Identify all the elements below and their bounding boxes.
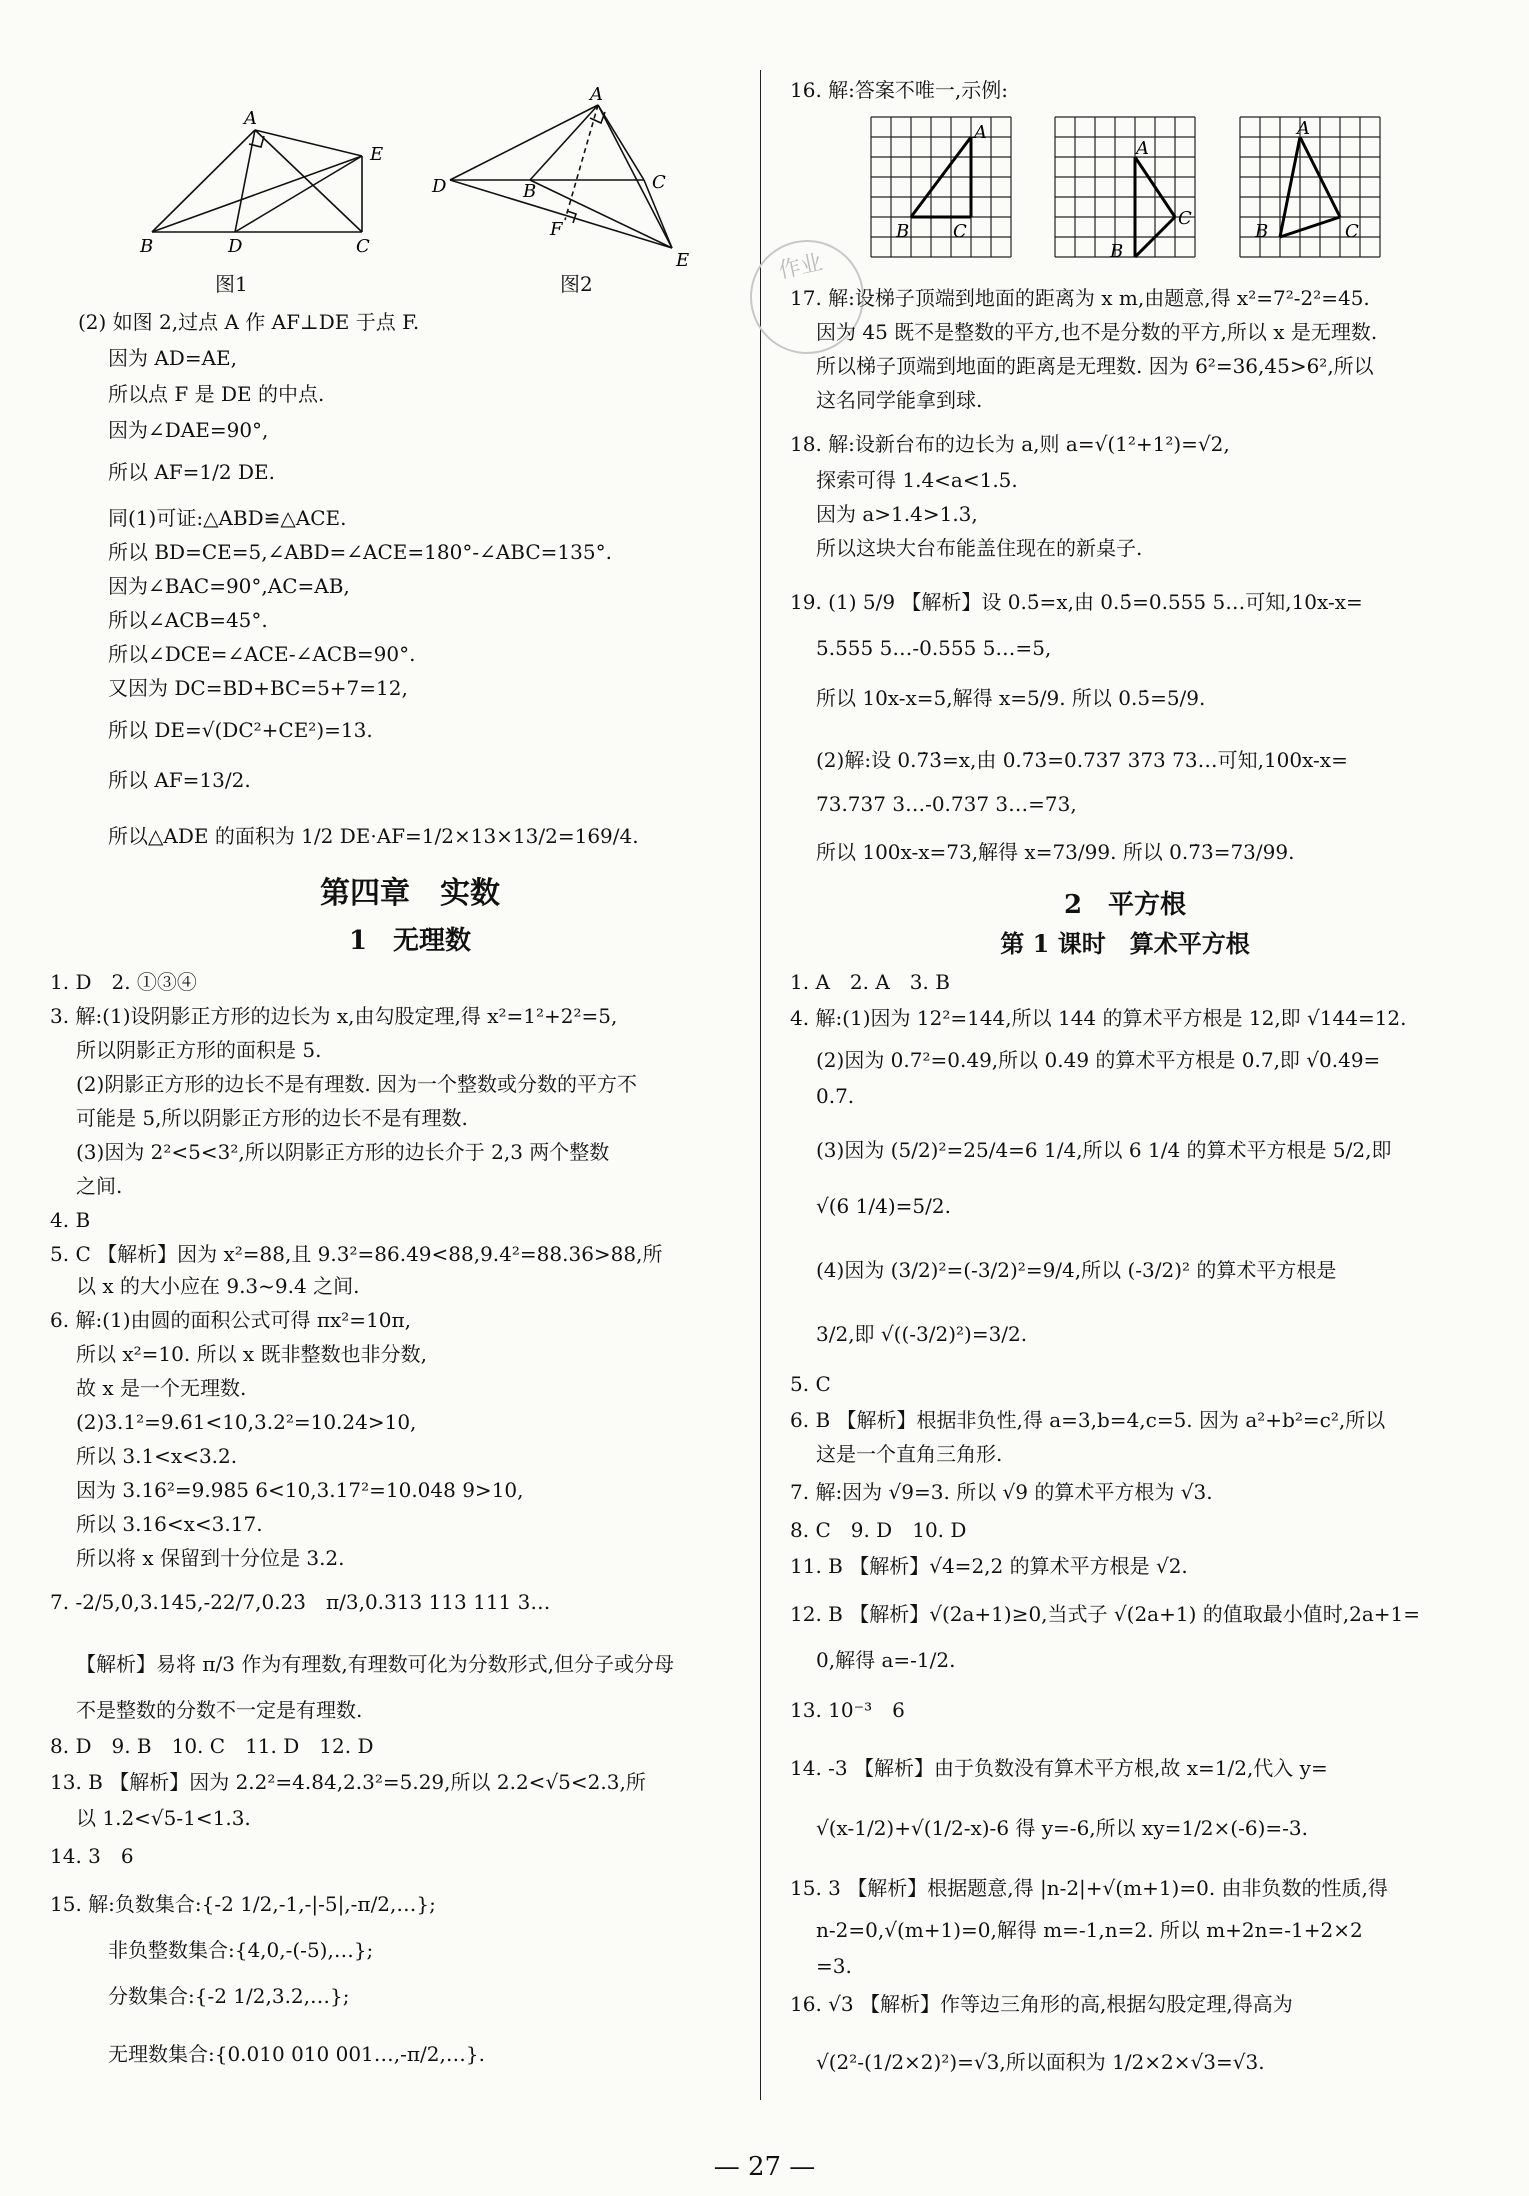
fig1-label-A: A bbox=[244, 108, 257, 129]
answer-line: 0,解得 a=-1/2. bbox=[816, 1648, 956, 1672]
solution-line: 因为∠BAC=90°,AC=AB, bbox=[108, 574, 350, 598]
grid1-label-C: C bbox=[953, 221, 967, 242]
solution-line: 所以△ADE 的面积为 1/2 DE·AF=1/2×13×13/2=169/4. bbox=[108, 824, 639, 848]
grid-figure-2 bbox=[1050, 112, 1200, 272]
fig2-label-A: A bbox=[590, 84, 603, 105]
answer-line: 这名同学能拿到球. bbox=[816, 388, 983, 412]
figure-1-caption: 图1 bbox=[215, 272, 248, 296]
fig2-label-C: C bbox=[652, 172, 666, 193]
answer-line: √(x-1/2)+√(1/2-x)-6 得 y=-6,所以 xy=1/2×(-6)=-3. bbox=[816, 1816, 1308, 1840]
answer-line: 4. B bbox=[50, 1208, 91, 1232]
answer-line: 所以 100x-x=73,解得 x=73/99. 所以 0.7̇3̇=73/99. bbox=[816, 840, 1295, 864]
answer-line: 非负整数集合:{4,0,-(-5),…}; bbox=[108, 1938, 374, 1962]
fig1-label-E: E bbox=[370, 144, 384, 165]
fig1-label-D: D bbox=[228, 236, 243, 257]
answer-line: 1. D 2. ①③④ bbox=[50, 970, 197, 994]
grid-figure-1 bbox=[866, 112, 1016, 272]
answer-line: 以 1.2<√5-1<1.3. bbox=[76, 1806, 251, 1830]
answer-line: 1. A 2. A 3. B bbox=[790, 970, 950, 994]
answer-line: 探索可得 1.4<a<1.5. bbox=[816, 468, 1018, 492]
answer-line: 分数集合:{-2 1/2,3.2,…}; bbox=[108, 1984, 350, 2008]
section-title: 1 无理数 bbox=[348, 926, 472, 956]
answer-line: 所以 x²=10. 所以 x 既非整数也非分数, bbox=[76, 1342, 427, 1366]
figure-1 bbox=[130, 100, 410, 265]
answer-line: 可能是 5,所以阴影正方形的边长不是有理数. bbox=[76, 1106, 468, 1130]
answer-line: 4. 解:(1)因为 12²=144,所以 144 的算术平方根是 12,即 √144=12. bbox=[790, 1006, 1407, 1030]
fig2-label-E: E bbox=[676, 250, 690, 271]
solution-line: 又因为 DC=BD+BC=5+7=12, bbox=[108, 676, 408, 700]
answer-line: 16. √3 【解析】作等边三角形的高,根据勾股定理,得高为 bbox=[790, 1992, 1293, 2016]
answer-line: 因为 3.16²=9.985 6<10,3.17²=10.048 9>10, bbox=[76, 1478, 524, 1502]
fig1-label-C: C bbox=[356, 236, 370, 257]
answer-line: (2)阴影正方形的边长不是有理数. 因为一个整数或分数的平方不 bbox=[76, 1072, 638, 1096]
figure-2-caption: 图2 bbox=[560, 272, 593, 296]
answer-line: 3. 解:(1)设阴影正方形的边长为 x,由勾股定理,得 x²=1²+2²=5, bbox=[50, 1004, 618, 1028]
answer-line: 所以 10x-x=5,解得 x=5/9. 所以 0.5̇=5/9. bbox=[816, 686, 1206, 710]
answer-line: (2)解:设 0.7̇3̇=x,由 0.7̇3̇=0.737 373 73…可知,100x-x= bbox=[816, 748, 1348, 772]
figure-2 bbox=[430, 80, 750, 275]
answer-line: =3. bbox=[816, 1954, 852, 1978]
answer-line: 所以梯子顶端到地面的距离是无理数. 因为 6²=36,45>6²,所以 bbox=[816, 354, 1374, 378]
answer-line: 以 x 的大小应在 9.3~9.4 之间. bbox=[76, 1274, 360, 1298]
answer-line: √(6 1/4)=5/2. bbox=[816, 1194, 951, 1218]
answer-line: 7. 解:因为 √9=3. 所以 √9 的算术平方根为 √3. bbox=[790, 1480, 1213, 1504]
page-number: — 27 — bbox=[713, 2152, 816, 2182]
answer-line: 15. 3 【解析】根据题意,得 |n-2|+√(m+1)=0. 由非负数的性质,得 bbox=[790, 1876, 1388, 1900]
grid-figure-3 bbox=[1235, 112, 1385, 272]
stamp-text: 作业 bbox=[776, 250, 825, 284]
answer-line: 因为 45 既不是整数的平方,也不是分数的平方,所以 x 是无理数. bbox=[816, 320, 1378, 344]
solution-line: 所以∠ACB=45°. bbox=[108, 608, 268, 632]
answer-line: √(2²-(1/2×2)²)=√3,所以面积为 1/2×2×√3=√3. bbox=[816, 2050, 1265, 2074]
answer-line: 13. 10⁻³ 6 bbox=[790, 1698, 905, 1722]
answer-line: 18. 解:设新台布的边长为 a,则 a=√(1²+1²)=√2, bbox=[790, 432, 1230, 456]
grid3-label-B: B bbox=[1255, 221, 1269, 242]
q16-intro: 16. 解:答案不唯一,示例: bbox=[790, 78, 1008, 102]
solution-line: 所以 DE=√(DC²+CE²)=13. bbox=[108, 718, 373, 742]
answer-line: 无理数集合:{0.010 010 001…,-π/2,…}. bbox=[108, 2042, 485, 2066]
answer-line: 0.7. bbox=[816, 1084, 855, 1108]
answer-line: 6. B 【解析】根据非负性,得 a=3,b=4,c=5. 因为 a²+b²=c²,所以 bbox=[790, 1408, 1386, 1432]
answer-line: (3)因为 2²<5<3²,所以阴影正方形的边长介于 2,3 两个整数 bbox=[76, 1140, 610, 1164]
answer-line: 所以将 x 保留到十分位是 3.2. bbox=[76, 1546, 345, 1570]
answer-line: 这是一个直角三角形. bbox=[816, 1442, 1003, 1466]
solution-line: 因为 AD=AE, bbox=[108, 346, 237, 370]
answer-line: 所以阴影正方形的面积是 5. bbox=[76, 1038, 322, 1062]
answer-line: 14. 3 6 bbox=[50, 1844, 134, 1868]
solution-line: 因为∠DAE=90°, bbox=[108, 418, 269, 442]
answer-line: 17. 解:设梯子顶端到地面的距离为 x m,由题意,得 x²=7²-2²=45. bbox=[790, 286, 1370, 310]
lesson-title: 第 1 课时 算术平方根 bbox=[1000, 929, 1250, 958]
grid1-label-B: B bbox=[896, 221, 910, 242]
answer-line: 14. -3 【解析】由于负数没有算术平方根,故 x=1/2,代入 y= bbox=[790, 1756, 1328, 1780]
solution-line: 所以∠DCE=∠ACE-∠ACB=90°. bbox=[108, 642, 416, 666]
solution-line: 所以点 F 是 DE 的中点. bbox=[108, 382, 325, 406]
fig2-label-F: F bbox=[550, 219, 563, 240]
grid2-label-A: A bbox=[1136, 138, 1149, 159]
chapter-title: 第四章 实数 bbox=[320, 876, 500, 911]
answer-line: 所以 3.16<x<3.17. bbox=[76, 1512, 263, 1536]
answer-line: 3/2,即 √((-3/2)²)=3/2. bbox=[816, 1322, 1028, 1346]
solution-line: 所以 BD=CE=5,∠ABD=∠ACE=180°-∠ABC=135°. bbox=[108, 540, 612, 564]
answer-line: 73.737 3…-0.737 3…=73, bbox=[816, 792, 1077, 816]
solution-line: 所以 AF=1/2 DE. bbox=[108, 460, 275, 484]
answer-line: 所以 3.1<x<3.2. bbox=[76, 1444, 238, 1468]
answer-line: 不是整数的分数不一定是有理数. bbox=[76, 1698, 363, 1722]
answer-line: 【解析】易将 π/3 作为有理数,有理数可化为分数形式,但分子或分母 bbox=[76, 1652, 675, 1676]
grid3-label-C: C bbox=[1345, 221, 1359, 242]
grid2-label-B: B bbox=[1110, 241, 1124, 262]
fig2-label-B: B bbox=[523, 181, 537, 202]
answer-line: 所以这块大台布能盖住现在的新桌子. bbox=[816, 536, 1143, 560]
fig1-label-B: B bbox=[140, 236, 154, 257]
solution-line: 所以 AF=13/2. bbox=[108, 768, 251, 792]
section-title-2: 2 平方根 bbox=[1063, 890, 1187, 920]
answer-line: 5. C bbox=[790, 1372, 831, 1396]
grid1-label-A: A bbox=[974, 122, 987, 143]
answer-line: 因为 a>1.4>1.3, bbox=[816, 502, 978, 526]
answer-line: 12. B 【解析】√(2a+1)≥0,当式子 √(2a+1) 的值取最小值时,2a+1= bbox=[790, 1602, 1420, 1626]
answer-line: 5.555 5…-0.555 5…=5, bbox=[816, 636, 1052, 660]
answer-line: 5. C 【解析】因为 x²=88,且 9.3²=86.49<88,9.4²=88.36>88,所 bbox=[50, 1242, 663, 1266]
column-divider bbox=[760, 70, 761, 2100]
answer-line: 8. C 9. D 10. D bbox=[790, 1518, 967, 1542]
fig2-label-D: D bbox=[432, 176, 447, 197]
answer-line: 13. B 【解析】因为 2.2²=4.84,2.3²=5.29,所以 2.2<√5<2.3,所 bbox=[50, 1770, 646, 1794]
answer-line: 6. 解:(1)由圆的面积公式可得 πx²=10π, bbox=[50, 1308, 412, 1332]
solution-line: 同(1)可证:△ABD≌△ACE. bbox=[108, 506, 347, 530]
answer-line: 7. -2/5,0,3.145,-22/7,0.2̇3̇ π/3,0.313 113 111 3… bbox=[50, 1590, 551, 1614]
answer-line: (2)因为 0.7²=0.49,所以 0.49 的算术平方根是 0.7,即 √0.49= bbox=[816, 1048, 1381, 1072]
answer-line: 8. D 9. B 10. C 11. D 12. D bbox=[50, 1734, 374, 1758]
answer-line: n-2=0,√(m+1)=0,解得 m=-1,n=2. 所以 m+2n=-1+2×2 bbox=[816, 1918, 1363, 1942]
answer-line: 之间. bbox=[76, 1174, 123, 1198]
answer-line: 15. 解:负数集合:{-2 1/2,-1,-|-5|,-π/2,…}; bbox=[50, 1892, 436, 1916]
answer-line: 19. (1) 5/9 【解析】设 0.5̇=x,由 0.5̇=0.555 5…可知,10x-x= bbox=[790, 590, 1363, 614]
answer-line: (2)3.1²=9.61<10,3.2²=10.24>10, bbox=[76, 1410, 417, 1434]
answer-line: (3)因为 (5/2)²=25/4=6 1/4,所以 6 1/4 的算术平方根是 5/2,即 bbox=[816, 1138, 1392, 1162]
answer-line: (4)因为 (3/2)²=(-3/2)²=9/4,所以 (-3/2)² 的算术平方根是 bbox=[816, 1258, 1337, 1282]
solution-line: (2) 如图 2,过点 A 作 AF⊥DE 于点 F. bbox=[78, 310, 420, 334]
answer-line: 11. B 【解析】√4=2,2 的算术平方根是 √2. bbox=[790, 1554, 1188, 1578]
grid3-label-A: A bbox=[1297, 118, 1310, 139]
answer-line: 故 x 是一个无理数. bbox=[76, 1376, 247, 1400]
grid2-label-C: C bbox=[1178, 208, 1192, 229]
